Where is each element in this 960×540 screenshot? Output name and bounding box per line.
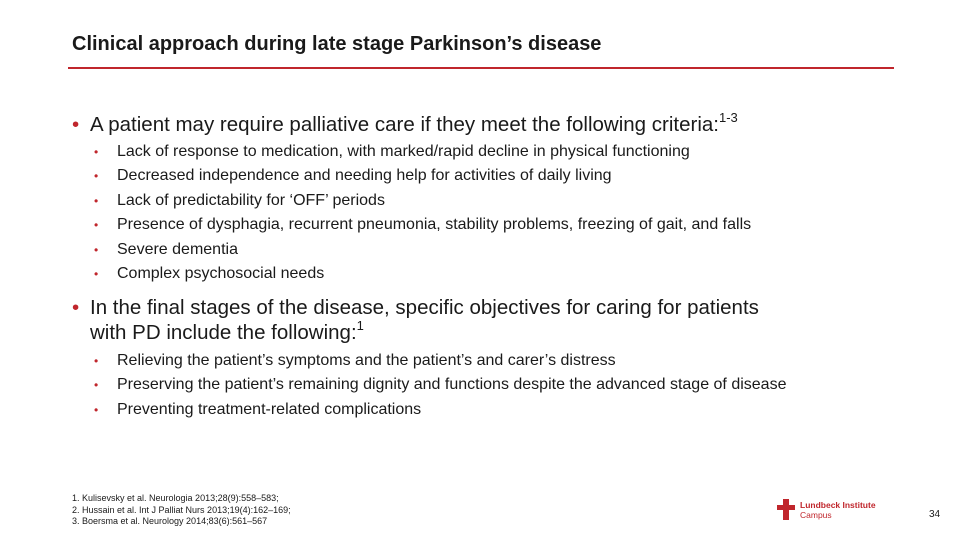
logo-text-line1: Lundbeck Institute [800,500,876,510]
list-item [92,262,751,286]
objective-item-text: Preventing treatment-related complications [117,400,422,418]
objective-item-text: Relieving the patient’s symptoms and the patient’s and carer’s distress [117,352,616,369]
criteria-intro: A patient may require palliative care if they meet the following criteria: [90,113,719,136]
list-item [92,164,751,188]
page-number: 34 [929,509,941,520]
sub-bullet-marker: • [94,169,99,184]
reference-item: 1. Kulisevsky et al. Neurologia 2013;28(9):558–583; [72,493,279,503]
slide-title: Clinical approach during late stage Parkinson’s disease [72,33,602,55]
sub-bullet-marker: • [94,145,99,159]
bullet-marker: • [72,113,80,136]
criteria-item-text: Lack of predictability for ‘OFF’ periods [117,191,385,209]
references [72,493,291,528]
objectives-intro-line2: with PD include the following: [90,321,357,344]
lundbeck-cross-icon [776,499,796,521]
list-item [92,189,751,213]
criteria-item-text: Severe dementia [117,240,238,258]
reference-item: 3. Boersma et al. Neurology 2014;83(6):561–567 [72,516,268,526]
list-item [92,213,751,237]
objectives-bullet [72,295,759,345]
criteria-citation: 1-3 [718,110,738,125]
list-item [92,398,786,422]
title-divider [68,67,894,69]
bullet-marker: • [72,296,80,319]
sub-bullet-marker: • [94,402,99,417]
list-item [92,140,751,164]
sub-bullet-marker: • [94,218,99,233]
criteria-item-text: Decreased independence and needing help for activities of daily living [117,167,612,185]
list-item [92,349,786,373]
sub-bullet-marker: • [94,193,99,208]
lundbeck-logo [776,499,906,521]
sub-bullet-marker: • [94,354,99,368]
sub-bullet-marker: • [94,378,99,393]
objective-item-text: Preserving the patient’s remaining dignity and functions despite the advanced stage of disease [117,376,787,394]
criteria-item-text: Lack of response to medication, with marked/rapid decline in physical functioning [117,143,690,160]
logo-text-line2: Campus [800,510,832,520]
criteria-bullet [72,112,738,137]
reference-item: 2. Hussain et al. Int J Palliat Nurs 2013;19(4):162–169; [72,504,291,515]
list-item [92,238,751,262]
sub-bullet-marker: • [94,267,99,282]
criteria-list [92,140,751,286]
criteria-item-text: Presence of dysphagia, recurrent pneumonia, stability problems, freezing of gait, and falls [117,216,752,234]
objectives-intro-line1: In the final stages of the disease, specific objectives for caring for patients [90,296,759,319]
objectives-list [92,349,786,422]
criteria-item-text: Complex psychosocial needs [117,265,325,283]
list-item [92,373,786,397]
sub-bullet-marker: • [94,242,99,257]
objectives-citation: 1 [356,318,364,333]
